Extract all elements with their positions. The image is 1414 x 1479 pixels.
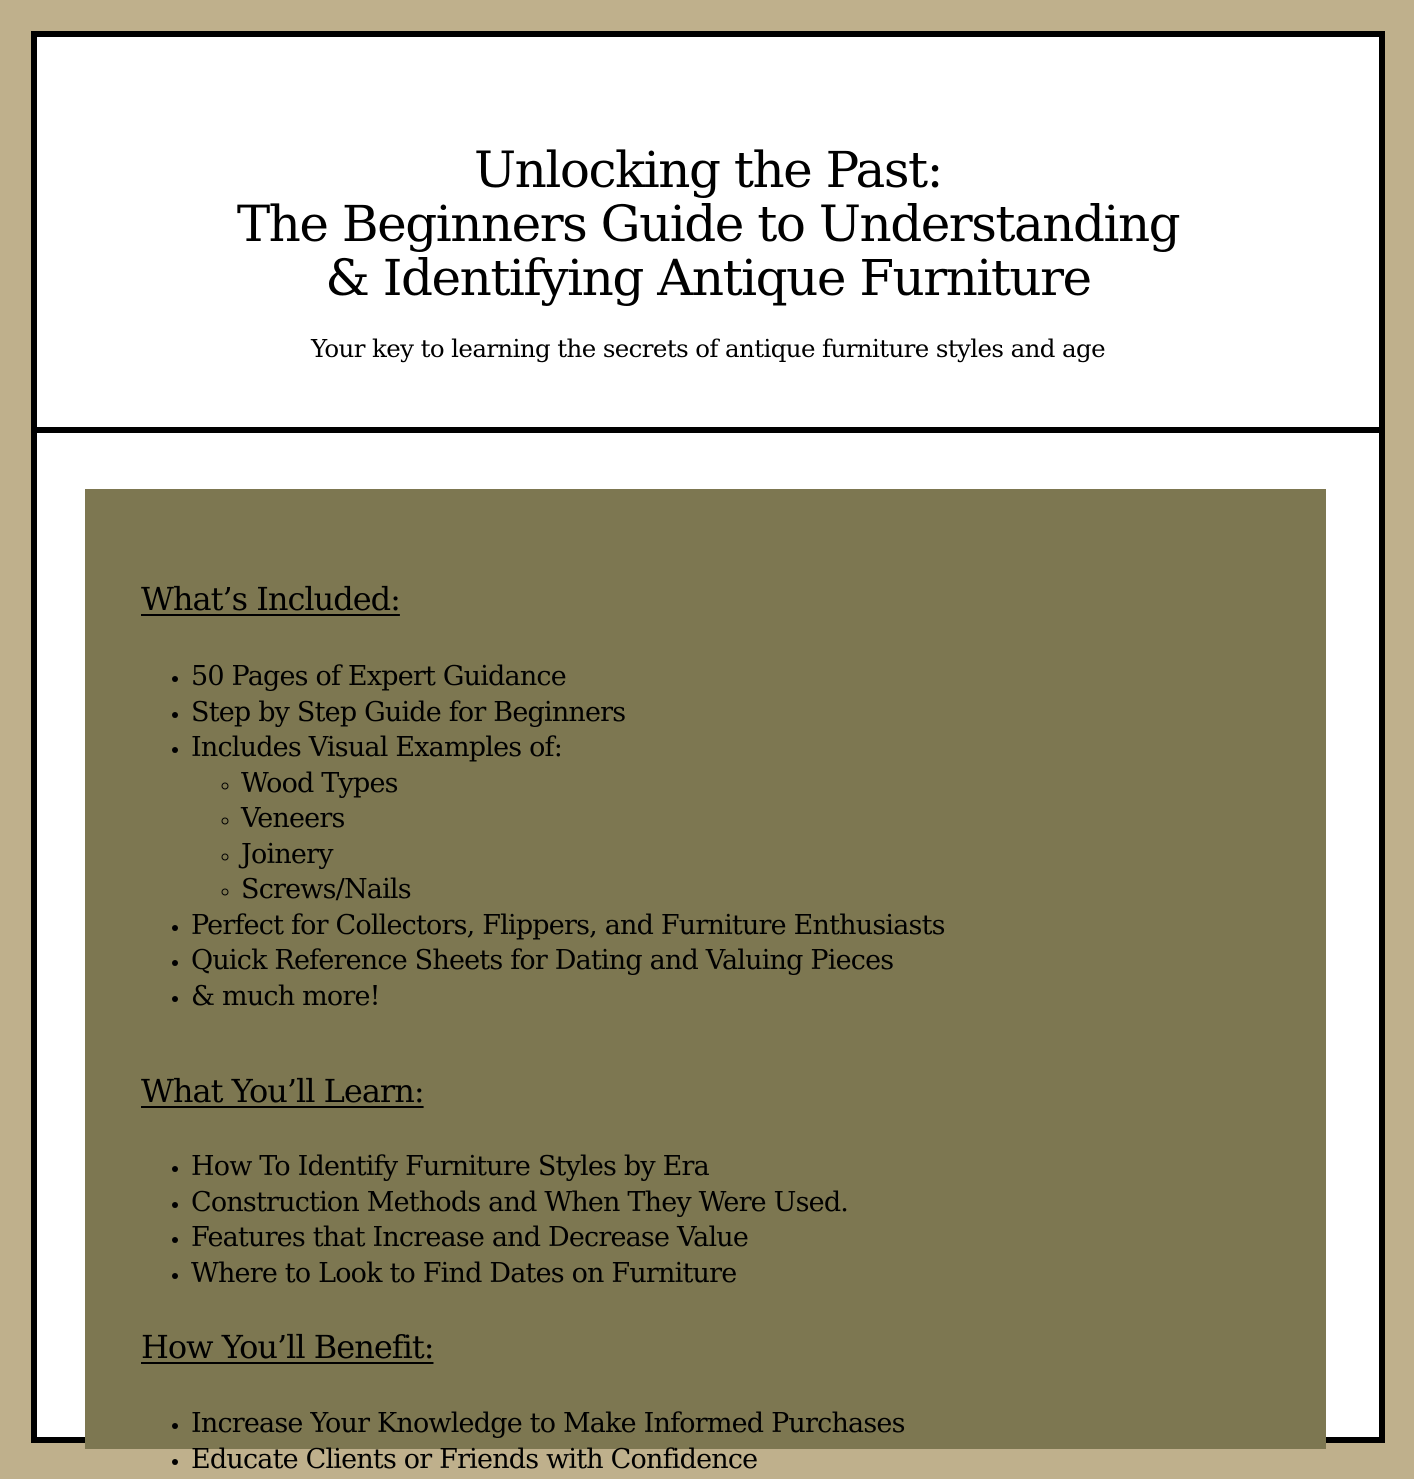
content-panel	[85, 489, 1326, 1475]
benefit-list	[141, 1406, 905, 1477]
list-item: • Features that Increase and Decrease Value	[191, 1220, 848, 1256]
learn-list	[141, 1149, 848, 1291]
list-item: • Quick Reference Sheets for Dating and Valuing Pieces	[191, 943, 945, 979]
title-line-2: The Beginners Guide to Understanding	[236, 195, 1180, 253]
learn-heading: What You’ll Learn:	[141, 1072, 424, 1110]
list-item: • Step by Step Guide for Beginners	[191, 695, 945, 731]
list-item: • How To Identify Furniture Styles by Era	[191, 1149, 848, 1185]
header-section	[37, 37, 1379, 433]
list-item: • Increase Your Knowledge to Make Informed Purchases	[191, 1406, 905, 1442]
included-list	[141, 659, 945, 1014]
list-item: • 50 Pages of Expert Guidance	[191, 659, 945, 695]
title-line-1: Unlocking the Past:	[474, 141, 942, 199]
included-heading: What’s Included:	[141, 580, 400, 618]
sub-list-item: ◦ Wood Types	[241, 766, 945, 802]
sub-list-item: ◦ Joinery	[241, 837, 945, 873]
document-frame	[31, 31, 1385, 1475]
sub-list-item: ◦ Screws/Nails	[241, 872, 945, 908]
list-item	[191, 730, 945, 908]
page-subtitle: Your key to learning the secrets of antique furniture styles and age	[310, 334, 1106, 363]
list-item: • Perfect for Collectors, Flippers, and Furniture Enthusiasts	[191, 908, 945, 944]
visual-examples-sublist	[191, 766, 945, 908]
list-item-label: Includes Visual Examples of:	[191, 732, 563, 763]
list-item: • Where to Look to Find Dates on Furniture	[191, 1256, 848, 1292]
benefit-heading: How You’ll Benefit:	[141, 1328, 434, 1366]
page-title	[37, 143, 1379, 305]
list-item: • Educate Clients or Friends with Confidence	[191, 1442, 905, 1478]
title-line-3: & Identifying Antique Furniture	[325, 249, 1091, 307]
list-item: • Construction Methods and When They Were Used.	[191, 1185, 848, 1221]
sub-list-item: ◦ Veneers	[241, 801, 945, 837]
list-item: • & much more!	[191, 979, 945, 1015]
